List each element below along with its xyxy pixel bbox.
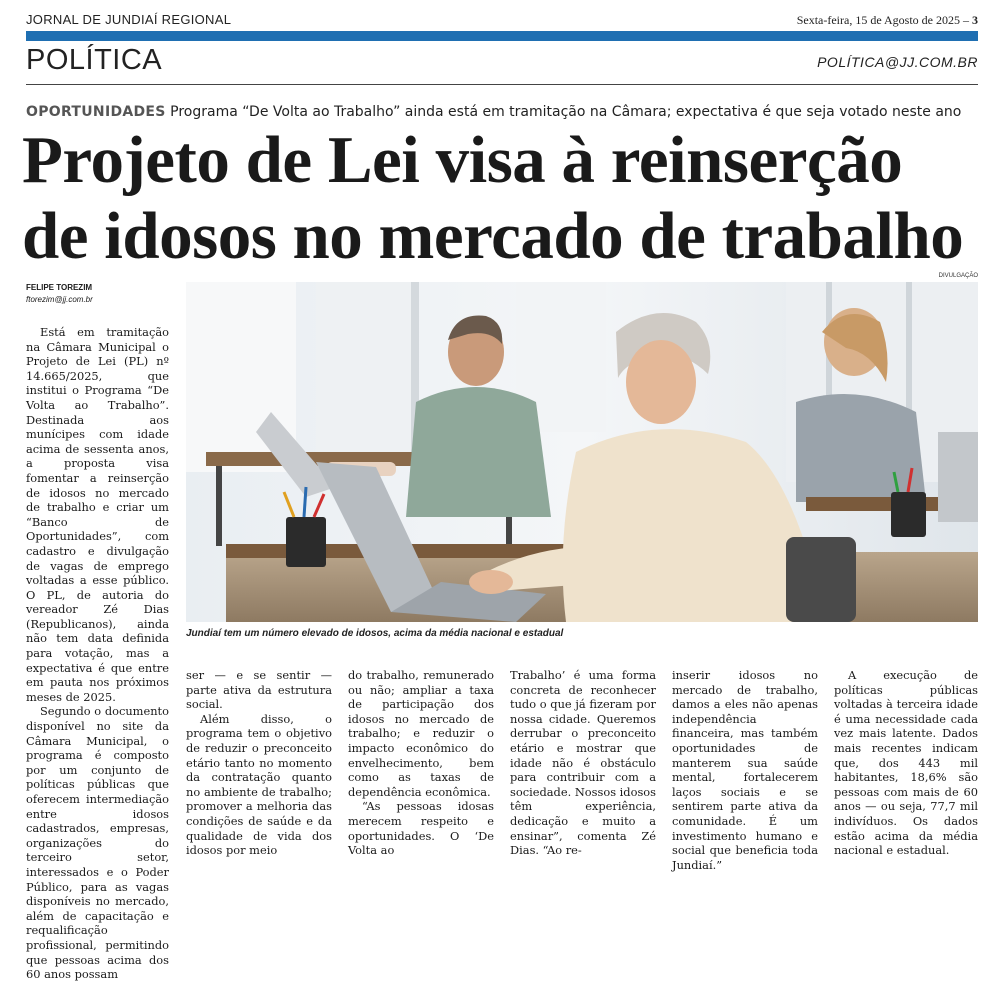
- article-column-3: [348, 668, 494, 858]
- newspaper-masthead: JORNAL DE JUNDIAÍ REGIONAL: [26, 12, 232, 27]
- paragraph: “As pessoas idosas merecem respeito e oportunidades. O ‘De Volta ao: [348, 799, 494, 858]
- author-email[interactable]: ftorezim@jj.com.br: [26, 295, 93, 304]
- kicker-text: Programa “De Volta ao Trabalho” ainda está em tramitação na Câmara; expectativa é que seja votado neste ano: [170, 104, 962, 120]
- paragraph: Trabalho’ é uma forma concreta de reconhecer tudo o que já fizeram por nossa cidade. Queremos derrubar o preconceito etário e mostrar que idade não é obstáculo para contribuir com a sociedade. Nossos idosos têm experiência, dedicação e muito a ensinar”, comenta Zé Dias. “Ao re-: [510, 668, 657, 858]
- header-divider: [26, 84, 978, 85]
- date-and-page: [797, 13, 978, 28]
- section-email[interactable]: POLÍTICA@JJ.COM.BR: [817, 54, 978, 70]
- article-column-6: [834, 668, 978, 858]
- section-title: POLÍTICA: [26, 44, 163, 76]
- author-name: FELIPE TOREZIM: [26, 283, 93, 292]
- paragraph: Além disso, o programa tem o objetivo de reduzir o preconceito etário tanto no momento da contratação quanto no ambiente de trabalho; promover a melhoria das condições de saúde e da qualidade de vida dos idosos por meio: [186, 711, 332, 858]
- paragraph: do trabalho, remunerado ou não; ampliar a taxa de participação dos idosos no mercado de trabalho; e reduzir o impacto econômico do envelhecimento, bem como as taxas de dependência econômica.: [348, 668, 494, 799]
- office-photo-illustration: [186, 282, 978, 622]
- article-column-2: [186, 668, 332, 858]
- headline-line-2: de idosos no mercado de trabalho: [22, 199, 964, 273]
- article-column-1: [26, 325, 169, 982]
- paragraph: inserir idosos no mercado de trabalho, damos a eles não apenas independência financeira, mas também oportunidades de manterem sua saúde mental, fortalecerem laços sociais e se sentirem parte ativa da comunidade. É um investimento humano e social que beneficia toda Jundiaí.”: [672, 668, 818, 872]
- paragraph: ser — e se sentir — parte ativa da estrutura social.: [186, 668, 332, 712]
- article-column-5: [672, 668, 818, 872]
- photo-credit: DIVULGAÇÃO: [938, 273, 978, 279]
- article-column-4: [510, 668, 656, 858]
- publication-date: Sexta-feira, 15 de Agosto de 2025: [796, 13, 960, 27]
- article-photo: [186, 282, 978, 622]
- headline-line-1: Projeto de Lei visa à reinserção: [22, 123, 903, 197]
- section-accent-bar: [26, 31, 978, 41]
- photo-caption: Jundiaí tem um número elevado de idosos, acima da média nacional e estadual: [186, 628, 564, 639]
- article-headline: [22, 122, 992, 274]
- paragraph: Segundo o documento disponível no site da Câmara Municipal, o programa é composto por um conjunto de políticas públicas que oferecem intermediação entre idosos cadastrados, empresas, organizações do terceiro setor, interessados e o Poder Público, para as vagas disponíveis no mercado, além de capacitação e requalificação profissional, permitindo que pessoas acima dos 60 anos possam: [26, 704, 169, 982]
- paragraph: A execução de políticas públicas voltadas à terceira idade é uma necessidade cada vez mais latente. Dados mais recentes indicam que, dos 443 mil habitantes, 18,6% são pessoas com mais de 60 anos — ou seja, 77,7 mil indivíduos. Os dados estão acima da média nacional e estadual.: [834, 668, 978, 858]
- paragraph: Está em tramitação na Câmara Municipal o Projeto de Lei (PL) nº 14.665/2025, que institui o Programa “De Volta ao Trabalho”. Destinada aos munícipes com idade acima de sessenta anos, a proposta visa fomentar a reinserção de idosos no mercado de trabalho e criar um “Banco de Oportunidades”, com cadastro e divulgação de vagas de emprego voltadas a esse público. O PL, de autoria do vereador Zé Dias (Republicanos), ainda não tem data definida para votação, mas a expectativa é que entre em pauta nos próximos meses de 2025.: [26, 325, 169, 704]
- article-kicker: [26, 104, 961, 120]
- date-separator: –: [960, 13, 972, 27]
- page-number: 3: [972, 13, 978, 27]
- kicker-label: OPORTUNIDADES: [26, 104, 166, 120]
